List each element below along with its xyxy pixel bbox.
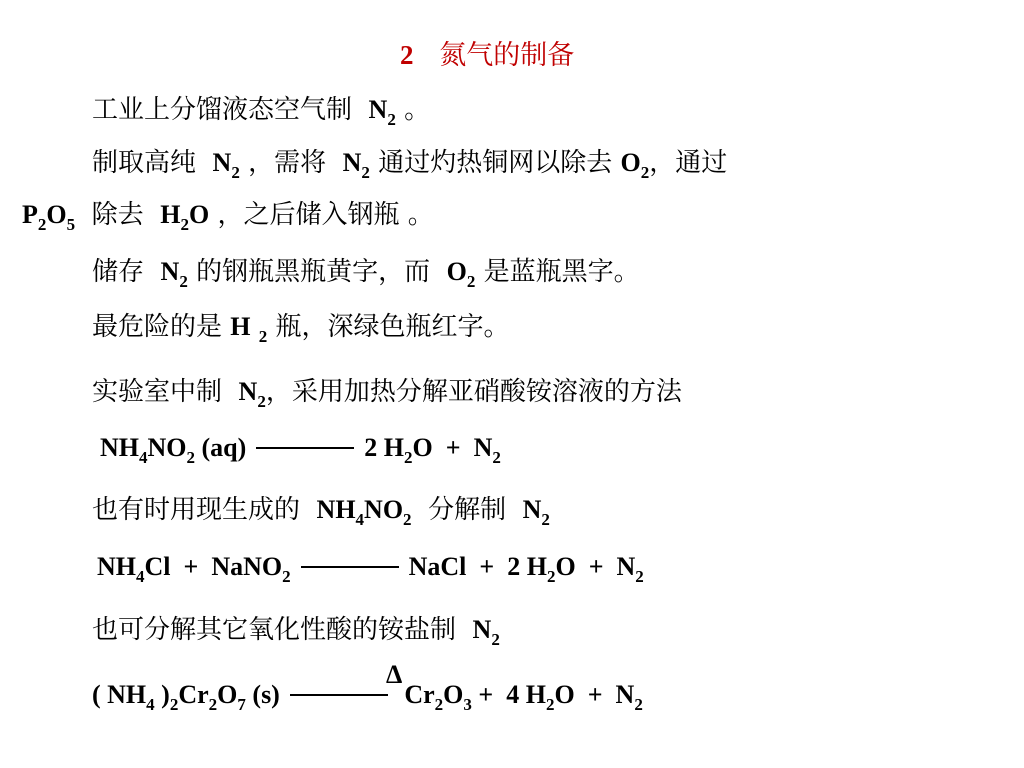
text: ，需将 xyxy=(248,148,327,178)
subscript: 2 xyxy=(387,110,396,129)
subscript: 2 xyxy=(545,695,555,714)
paragraph-storage-1 xyxy=(92,257,640,290)
paragraph-purify-1 xyxy=(92,148,727,181)
text: 。 xyxy=(407,200,434,230)
formula: Cr xyxy=(178,680,209,709)
plus-sign: + xyxy=(479,552,495,581)
paragraph-purify-2 xyxy=(22,200,434,233)
subscript: 4 xyxy=(136,567,145,586)
subscript: 2 xyxy=(403,510,412,529)
formula: O xyxy=(620,148,641,177)
reaction-arrow-line xyxy=(301,566,399,568)
text: 瓶，深绿色瓶红字。 xyxy=(275,312,510,342)
formula: Cr xyxy=(404,680,435,709)
formula: O xyxy=(412,433,433,462)
subscript: 2 xyxy=(491,630,500,649)
reaction-arrow-line xyxy=(256,447,354,449)
subscript: 5 xyxy=(66,215,76,234)
formula: 2 H xyxy=(364,433,405,462)
formula: NH xyxy=(316,495,356,524)
formula: O xyxy=(46,200,67,229)
formula: O xyxy=(554,680,575,709)
text: 分解制 xyxy=(428,495,507,525)
text: 实验室中制 xyxy=(92,377,223,407)
formula: N xyxy=(368,95,388,124)
subscript: 2 xyxy=(546,567,556,586)
formula: H xyxy=(160,200,181,229)
subscript: 2 xyxy=(541,510,550,529)
formula: O xyxy=(555,552,576,581)
formula: H xyxy=(230,312,251,341)
text: ，通过 xyxy=(649,148,728,178)
subscript: 4 xyxy=(139,448,148,467)
subscript: 2 xyxy=(180,215,189,234)
text: 制取高纯 xyxy=(92,148,197,178)
formula: NH xyxy=(97,552,136,581)
formula: N xyxy=(473,433,493,462)
subscript: 2 xyxy=(466,272,476,291)
formula: N xyxy=(615,680,635,709)
text: 也可分解其它氧化性酸的铵盐制 xyxy=(92,615,457,645)
subscript: 2 xyxy=(492,448,501,467)
subscript: 2 xyxy=(282,567,291,586)
page-title xyxy=(400,40,574,71)
formula: N xyxy=(472,615,492,644)
formula: NaCl xyxy=(408,552,467,581)
subscript: 7 xyxy=(237,695,246,714)
formula: O xyxy=(446,257,467,286)
text: 除去 xyxy=(91,200,144,230)
formula: O xyxy=(443,680,464,709)
formula: 4 H xyxy=(506,680,546,709)
text: 的钢瓶黑瓶黄字，而 xyxy=(196,257,431,287)
text: 最危险的是 xyxy=(92,312,223,342)
subscript: 2 xyxy=(257,392,266,411)
paragraph-nitrite-fresh xyxy=(92,495,550,528)
text: 。 xyxy=(404,95,431,125)
subscript: 2 xyxy=(231,163,240,182)
heat-condition-symbol: Δ xyxy=(386,660,403,689)
plus-sign: + xyxy=(478,680,494,709)
subscript: 2 xyxy=(258,327,268,346)
formula: N xyxy=(522,495,542,524)
reaction-arrow-line xyxy=(290,694,388,696)
equation-2 xyxy=(97,552,644,585)
plus-sign: + xyxy=(588,552,604,581)
subscript: 3 xyxy=(463,695,472,714)
text: 工业上分馏液态空气制 xyxy=(92,95,353,125)
equation-1 xyxy=(100,433,501,466)
formula: N xyxy=(342,148,362,177)
subscript: 4 xyxy=(355,510,365,529)
formula: NO xyxy=(364,495,404,524)
plus-sign: + xyxy=(587,680,603,709)
formula: N xyxy=(160,257,180,286)
subscript: 2 xyxy=(434,695,444,714)
formula: (s) xyxy=(252,680,280,709)
paragraph-lab xyxy=(92,377,682,410)
subscript: 2 xyxy=(186,448,195,467)
text: 储存 xyxy=(92,257,145,287)
title-text: 氮气的制备 xyxy=(439,40,575,71)
subscript: 2 xyxy=(169,695,179,714)
subscript: 2 xyxy=(361,163,370,182)
formula: O xyxy=(188,200,210,229)
formula: Cl xyxy=(144,552,171,581)
formula: N xyxy=(616,552,636,581)
paragraph-industrial xyxy=(92,95,430,128)
equation-3 xyxy=(92,680,643,713)
formula: N xyxy=(238,377,258,406)
formula: O xyxy=(217,680,238,709)
paragraph-storage-2 xyxy=(92,312,510,345)
title-number: 2 xyxy=(400,40,414,70)
formula: NH xyxy=(100,433,139,462)
subscript: 2 xyxy=(640,163,650,182)
subscript: 2 xyxy=(179,272,188,291)
text: 也有时用现生成的 xyxy=(92,495,301,525)
formula: NO xyxy=(147,433,187,462)
subscript: 2 xyxy=(635,567,644,586)
plus-sign: + xyxy=(445,433,461,462)
formula: (aq) xyxy=(201,433,247,462)
text: 通过灼热铜网以除去 xyxy=(378,148,613,178)
paragraph-dichromate xyxy=(92,615,500,648)
subscript: 2 xyxy=(634,695,643,714)
text: 是蓝瓶黑字。 xyxy=(483,257,640,287)
text: ，之后储入钢瓶 xyxy=(217,200,400,230)
formula: ( NH xyxy=(92,680,147,709)
subscript: 2 xyxy=(208,695,218,714)
formula: ) xyxy=(154,680,170,709)
formula: 2 H xyxy=(507,552,547,581)
plus-sign: + xyxy=(183,552,199,581)
formula: P xyxy=(22,200,38,229)
subscript: 4 xyxy=(146,695,155,714)
formula: N xyxy=(212,148,232,177)
text: ，采用加热分解亚硝酸铵溶液的方法 xyxy=(265,377,682,407)
subscript: 2 xyxy=(37,215,47,234)
formula: NaNO xyxy=(211,552,283,581)
subscript: 2 xyxy=(404,448,413,467)
